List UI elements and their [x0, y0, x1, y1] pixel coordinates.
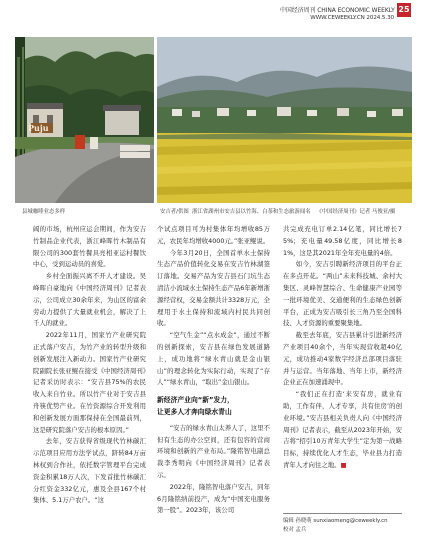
caption-right-text: 浙江省湖州市安吉县以竹海、白茶和生态旅游闻名	[192, 209, 311, 215]
paragraph: 截至去年底，安吉县累计引进新经济产业项目40余个，当年实现营收超40亿元，成功推动4家数字经济总部项目落驻并与运营。当年落地、当年上市，新经济企业正在加速涌现中。	[283, 331, 402, 387]
issue-info: WWW.CEWEEKLY.CN 2024.5.30	[310, 15, 394, 21]
editor-line: 编辑 孙晓萌 sunxiaomeng@ceweekly.cn	[283, 518, 388, 524]
page-number: 25	[397, 3, 411, 17]
photo-countryside-fields-art	[157, 37, 412, 203]
editor-divider	[283, 513, 402, 514]
photo-roadside-cafe	[15, 37, 154, 203]
photo-countryside-fields	[157, 37, 412, 203]
paragraph: “空气生金”“点水成金”，通过不断的创新探索，安吉县在绿色发展道路上，成功地将“绿水青山就是金山银山”的理念转化为实际行动，实现了“存人”“绿水青山，“取出”金山银山。	[157, 331, 270, 387]
running-header	[280, 5, 394, 27]
article-column-1	[33, 224, 146, 507]
article-column-2	[157, 224, 270, 517]
paragraph	[283, 389, 402, 472]
paragraph: 如今，安吉引聘新经济项目的平台正在多点开花。“两山”未来科技城、余村大集区、灵峰智慧综合、生命健康产业园等一批环境优美、交通便利的生态绿色创新平台，正成为安吉吸引长三角乃至全国科技、人才资源的重要聚集地。	[283, 260, 402, 328]
paragraph: 去年，安吉获得省级现代竹林碳汇示范项目应用方法学试点，跻转84万亩林权到合作社，依托数字管理平台完成资金积累18万人次，下发首批竹林碳汇分红资金332亿元，惠及全县167个村集体、5.1万户农户。“这	[33, 437, 146, 505]
photo-roadside-cafe-art	[15, 37, 154, 203]
paragraph: 今年3月20日，全国首单水土保持生态产品价值转化交易在安吉竹林湖签订落地。交易产品为安吉县石门坑生态清洁小流域水土保持生态产品6年新增浙源经营权，交易金额共计3328万元，全理用于水土保持和流域内村民共同创收。	[157, 248, 270, 328]
paragraph: “安吉的绿水青山太养人了，这里不但有生态的办公空间，还有包容的营商环境和创新的产业布局。”隆铭智电副总裁李秀明向《中国经济周刊》记者表示。	[157, 423, 270, 479]
paragraph-text: “我们正在打造‘来安有房，就业有助，工作有伴，人才专享，共有住房’的创业环境。”安吉县相关负责人向《中国经济周刊》记者表示，截至从2023年开始，安吉将“招引10万青年大学生”定为第一战略目标，持续优化人才生态，毕业县力打造青年人才向往之地。	[283, 390, 402, 469]
section-subheading: 新经济产业向“新”发力， 让更多人才奔向绿水青山	[157, 396, 234, 416]
editor-credits	[283, 517, 402, 535]
caption-left-photo: 县城咖啡业态多样	[22, 209, 66, 215]
proofreader-line: 校对 孟兵	[283, 527, 307, 533]
paragraph: 2022年11月，国家竹产业研究院正式落户安吉，为竹产业的转型升级和创新发展注入新动力。国家竹产业研究院副院长张亚鲲在接受《中国经济周刊》记者采访时表示：“安吉县75%的农民收入来自竹业。所以竹产业对于安吉县舟筷优势产业。在竹资源综合开发利用和创新发展方面那保持在全国最前列，这是研究院落户安吉的根本原因。”	[33, 331, 146, 434]
paragraph: 2022年，隆铭智电落户安吉，同年6月隆铭纳前投产，成为“中国充电服务第一股”。2023年，该公司	[157, 482, 270, 515]
paragraph: 乡村全面振兴离不开人才建设。吴峰晖自豪地向《中国经济周刊》记者表示，公司成立30余年来，为山区的富余劳动力提供了大量就业机会，解决了上千人的就业。	[33, 272, 146, 328]
end-mark: ■	[340, 460, 347, 469]
photo-credit: 安吉者/供图	[160, 209, 189, 215]
paragraph: 阔的市场，杭州应运会期间，作为安吉竹制品企业代表，浙江峰晖竹木制品有限公司的300套竹餐具亮相亚运村餐饮中心，受到运动员的喜爱。	[33, 225, 146, 269]
article-column-3	[283, 224, 402, 472]
paragraph: 共完成充电订单2.14亿笔，同比增长75%；充电量49.58亿度，同比增长81%，这是其2021年全年充电量的4倍。	[283, 225, 402, 257]
caption-right-photo	[192, 207, 395, 215]
magazine-title: 中国经济周刊 CHINA ECONOMIC WEEKLY	[280, 7, 395, 14]
caption-right-source: 《中国经济周刊》记者 马俊亚/摄	[316, 209, 396, 215]
puju-sign-text: Puju	[28, 123, 49, 133]
paragraph: 个试点项目可为村集体年均增收85万元，农民年均增收4000元。”张亚鲲说。	[157, 225, 270, 245]
